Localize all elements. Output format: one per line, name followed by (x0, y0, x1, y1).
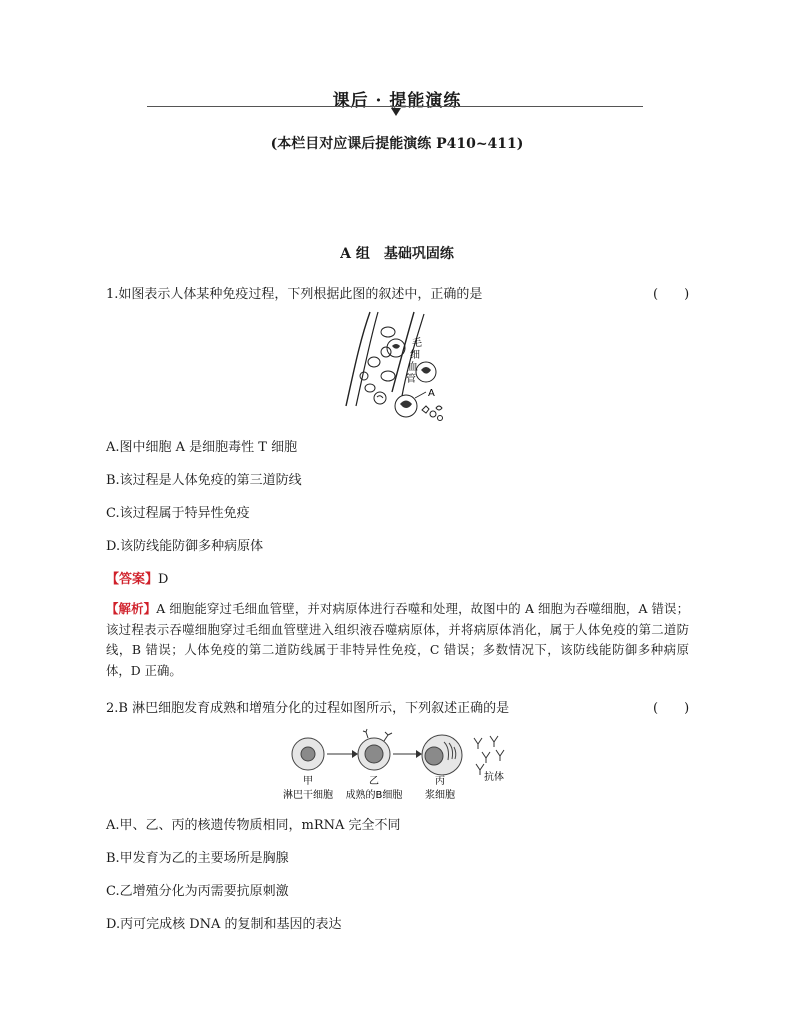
figure-label-xi: 细 (410, 350, 420, 361)
explanation-label: 【解析】 (106, 601, 157, 616)
antibody-label: 抗体 (484, 772, 504, 783)
immune-process-figure (340, 310, 462, 428)
cell-bing-desc: 浆细胞 (425, 790, 455, 801)
arrow-icon (352, 750, 358, 758)
figure-label-xue: 血 (408, 362, 418, 373)
group-title: A 组 基础巩固练 (340, 246, 454, 262)
section-note: (本栏目对应课后提能演练 P410~411) (270, 136, 524, 152)
explanation-text: A 细胞能穿过毛细血管壁，并对病原体进行吞噬和处理，故图中的 A 细胞为吞噬细胞，A 错误；该过程表示吞噬细胞穿过毛细血管壁进入组织液吞噬病原体，并将病原体消化，属于人体免疫的第二道防线，B 错误；人体免疫的第二道防线属于非特异性免疫，C 错误；多数情况下，该防线能防御多种病原体，D 正确。 (106, 601, 690, 678)
question-2-stem: 2.B 淋巴细胞发育成熟和增殖分化的过程如图所示，下列叙述正确的是 (106, 701, 510, 716)
question-1-answer (106, 568, 168, 587)
cell-jia-desc: 淋巴干细胞 (283, 790, 333, 801)
question-2-option-a: A.甲、乙、丙的核遗传物质相同，mRNA 完全不同 (106, 818, 401, 833)
answer-value: D (158, 572, 169, 587)
arrow-icon (416, 750, 422, 758)
cell-yi-name: 乙 (369, 776, 379, 787)
question-1-option-c: C.该过程属于特异性免疫 (106, 506, 250, 521)
section-divider (147, 106, 643, 107)
cell-yi (358, 729, 392, 770)
section-title: 课后 · 提能演练 (332, 91, 462, 111)
section-divider-arrow-icon (391, 108, 401, 116)
question-1-option-d: D.该防线能防御多种病原体 (106, 539, 264, 554)
question-2-option-b: B.甲发育为乙的主要场所是胸腺 (106, 851, 289, 866)
figure-label-mao: 毛 (412, 338, 422, 349)
b-cell-figure (250, 728, 520, 804)
question-1-explanation (106, 599, 689, 681)
question-1-option-b: B.该过程是人体免疫的第三道防线 (106, 473, 302, 488)
figure-label-guan: 管 (406, 374, 416, 385)
answer-label: 【答案】 (106, 572, 159, 587)
figure-label-a: A (428, 388, 435, 399)
cell-jia-name: 甲 (303, 776, 313, 787)
cell-jia (292, 738, 324, 770)
question-2-option-c: C.乙增殖分化为丙需要抗原刺激 (106, 884, 289, 899)
cell-yi-desc: 成熟的B细胞 (345, 790, 403, 801)
question-2-option-d: D.丙可完成核 DNA 的复制和基因的表达 (106, 917, 342, 932)
question-1-answer-blank: ( ) (653, 287, 690, 302)
question-2-answer-blank: ( ) (653, 701, 690, 716)
question-1-stem: 1.如图表示人体某种免疫过程，下列根据此图的叙述中，正确的是 (106, 287, 483, 302)
cell-bing-name: 丙 (435, 776, 445, 787)
question-1-option-a: A.图中细胞 A 是细胞毒性 T 细胞 (106, 440, 298, 455)
antibody-icons (474, 736, 504, 775)
cell-bing (422, 735, 462, 775)
